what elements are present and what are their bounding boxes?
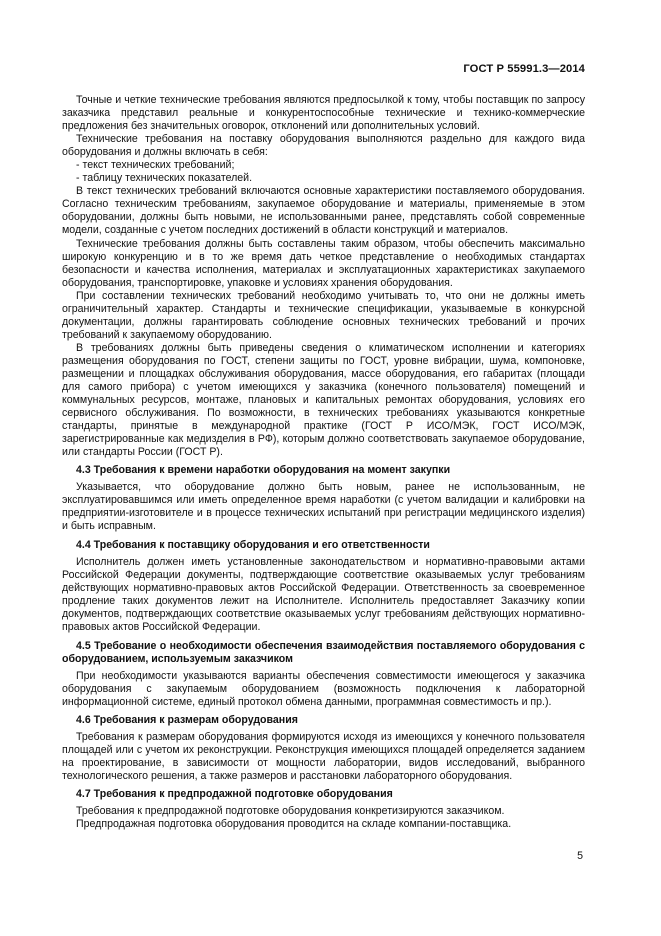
- section-heading-4-4: 4.4 Требования к поставщику оборудования и его ответственности: [76, 538, 430, 551]
- paragraph: Точные и четкие технические требования являются предпосылкой к тому, чтобы поставщик по запросу заказчика представил реальные и конкурентоспособные технические и технико-коммерческие предложения без значительных оговорок, отклонений или дополнительных условий.: [62, 94, 585, 133]
- section-heading-4-6: 4.6 Требования к размерам оборудования: [76, 713, 298, 726]
- paragraph: Требования к размерам оборудования формируются исходя из имеющихся у конечного пользователя площадей или с учетом их реконструкции. Реконструкция имеющихся площадей определяется заданием на проектирование, в зависимости от мощности лаборатории, видов исследований, выбранного технологического решения, а также размеров и расстановки лабораторного оборудования.: [62, 730, 585, 783]
- paragraph: При необходимости указываются варианты обеспечения совместимости имеющегося у заказчика оборудования с закупаемым оборудованием (возможность подключения к лабораторной информационной системе, единый протокол обмена данными, программная совместимость и пр.).: [62, 669, 585, 708]
- page-body: [62, 94, 585, 831]
- paragraph: Технические требования на поставку оборудования выполняются раздельно для каждого вида оборудования и должны включать в себя:: [62, 133, 585, 159]
- paragraph: Технические требования должны быть составлены таким образом, чтобы обеспечить максимально широкую конкуренцию и в то же время дать четкое представление о необходимых стандартах безопасности и качества исполнения, материалах и эксплуатационных характеристиках закупаемого оборудования, транспортировке, упаковке и условиях хранения оборудования.: [62, 237, 585, 289]
- section-heading-4-3: 4.3 Требования к времени наработки оборудования на момент закупки: [76, 464, 451, 477]
- list-item: - текст технических требований;: [76, 159, 235, 172]
- section-heading-4-5: 4.5 Требование о необходимости обеспечения взаимодействия поставляемого оборудования с оборудованием, используемым заказчиком: [62, 639, 585, 665]
- section-heading-4-7: 4.7 Требования к предпродажной подготовке оборудования: [76, 788, 393, 801]
- document-code-header: ГОСТ Р 55991.3—2014: [463, 63, 585, 75]
- paragraph: Предпродажная подготовка оборудования проводится на складе компании-поставщика.: [76, 818, 512, 831]
- paragraph: Указывается, что оборудование должно быть новым, ранее не использованным, не эксплуатировавшимся или иметь определенное время наработки (с учетом валидации и калибровки на предприятии-изготовителе и в процессе технических испытаний при регистрации медицинского изделия) и быть исправным.: [62, 481, 585, 533]
- paragraph: В требованиях должны быть приведены сведения о климатическом исполнении и категориях размещения оборудования по ГОСТ, степени защиты по ГОСТ, уровне вибрации, шума, компоновке, размещении и площадках обслуживания оборудования, массе оборудования, его габаритах (площади для самого прибора) с учетом имеющихся у заказчика (конечного пользователя) помещений и коммунальных ресурсов, монтаже, плановых и капитальных ремонтах оборудования, условиях его сервисного обслуживания. По возможности, в технических требованиях указываются конкретные стандарты, принятые в международной практике (ГОСТ Р ИСО/МЭК, ГОСТ ИСО/МЭК, зарегистрированные как медизделия в РФ), которым должно соответствовать закупаемое оборудование, или стандарты России (ГОСТ Р).: [62, 341, 585, 459]
- paragraph: В текст технических требований включаются основные характеристики поставляемого оборудования. Согласно техническим требованиям, закупаемое оборудование и материалы, применяемые в этом оборудовании, должны быть новыми, не использованными ранее, представлять собой современные модели, созданные с учетом последних достижений в области конструкций и материалов.: [62, 185, 585, 237]
- list-item: - таблицу технических показателей.: [76, 172, 253, 185]
- page-number: 5: [577, 850, 583, 862]
- paragraph: Требования к предпродажной подготовке оборудования конкретизируются заказчиком.: [76, 805, 505, 818]
- paragraph: Исполнитель должен иметь установленные законодательством и нормативно-правовыми актами Российской Федерации документы, подтверждающие соответствие оказываемых услуг требованиям действующих нормативно-правовых актов Российской Федерации. Ответственность за своевременное продление таких документов лежит на Исполнителе. Исполнитель предоставляет Заказчику копии документов, подтверждающих соответствие оказываемых услуг требованиям действующих нормативно-правовых актов Российской Федерации.: [62, 555, 585, 633]
- paragraph: При составлении технических требований необходимо учитывать то, что они не должны иметь ограничительный характер. Стандарты и технические спецификации, указываемые в конкурсной документации, должны гарантировать соблюдение основных технических требований и прочих требований к закупаемому оборудованию.: [62, 289, 585, 341]
